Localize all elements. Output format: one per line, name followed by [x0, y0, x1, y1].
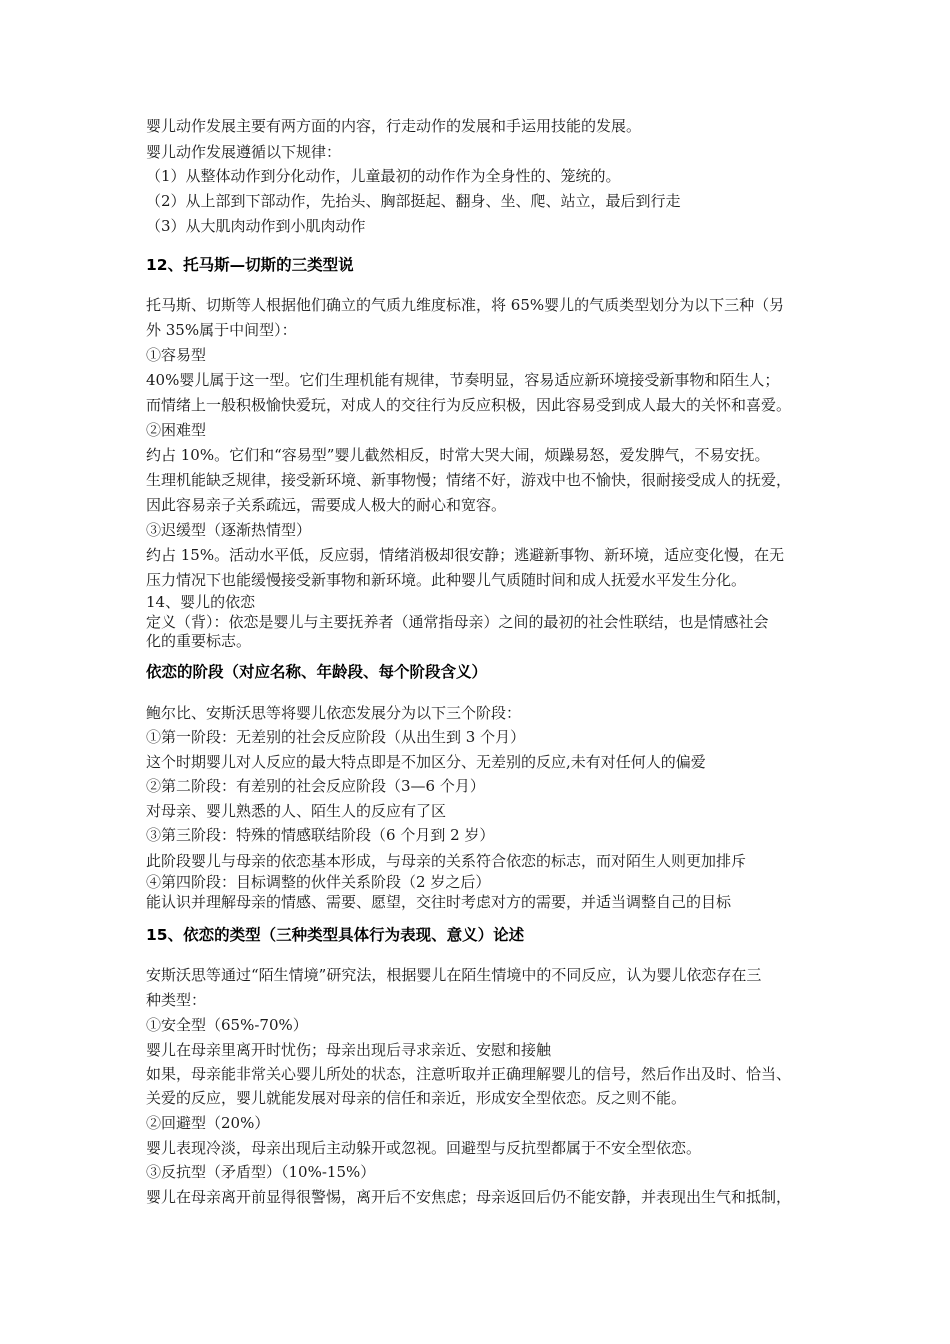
- text-line: ②回避型（20%）: [146, 1114, 270, 1132]
- text-line: 婴儿表现冷淡，母亲出现后主动躲开或忽视。回避型与反抗型都属于不安全型依恋。: [146, 1139, 702, 1157]
- text-line: 因此容易亲子关系疏远，需要成人极大的耐心和宽容。: [146, 496, 507, 514]
- text-line: ①安全型（65%-70%）: [146, 1016, 308, 1034]
- section-heading: 依恋的阶段（对应名称、年龄段、每个阶段含义）: [146, 663, 488, 681]
- text-line: 外 35%属于中间型）：: [146, 321, 297, 339]
- text-line: 40%婴儿属于这一型。它们生理机能有规律，节奏明显，容易适应新环境接受新事物和陌生人；: [146, 371, 780, 389]
- text-line: 安斯沃思等通过“陌生情境”研究法，根据婴儿在陌生情境中的不同反应，认为婴儿依恋存在三: [146, 966, 762, 984]
- text-line: 能认识并理解母亲的情感、需要、愿望，交往时考虑对方的需要，并适当调整自己的目标: [146, 893, 732, 911]
- text-line: 婴儿动作发展遵循以下规律：: [146, 143, 342, 161]
- text-line: ③迟缓型（逐渐热情型）: [146, 521, 312, 539]
- text-line: 此阶段婴儿与母亲的依恋基本形成，与母亲的关系符合依恋的标志，而对陌生人则更加排斥: [146, 852, 747, 870]
- text-line: （2）从上部到下部动作，先抬头、胸部挺起、翻身、坐、爬、站立，最后到行走: [146, 192, 681, 210]
- text-line: ②第二阶段：有差别的社会反应阶段（3—6 个月）: [146, 777, 485, 795]
- text-line: 关爱的反应，婴儿就能发展对母亲的信任和亲近，形成安全型依恋。反之则不能。: [146, 1089, 687, 1107]
- text-line: 这个时期婴儿对人反应的最大特点即是不加区分、无差别的反应,未有对任何人的偏爱: [146, 753, 706, 771]
- text-line: 种类型：: [146, 991, 207, 1009]
- text-line: 化的重要标志。: [146, 632, 252, 650]
- text-line: 而情绪上一般积极愉快爱玩，对成人的交往行为反应积极，因此容易受到成人最大的关怀和喜爱。: [146, 396, 792, 414]
- text-line: ③第三阶段：特殊的情感联结阶段（6 个月到 2 岁）: [146, 826, 495, 844]
- text-line: ②困难型: [146, 421, 207, 439]
- text-line: ①第一阶段：无差别的社会反应阶段（从出生到 3 个月）: [146, 728, 526, 746]
- text-line: 压力情况下也能缓慢接受新事物和新环境。此种婴儿气质随时间和成人抚爱水平发生分化。: [146, 571, 747, 589]
- text-line: 14、婴儿的依恋: [146, 593, 256, 611]
- text-line: 对母亲、婴儿熟悉的人、陌生人的反应有了区: [146, 802, 447, 820]
- text-line: 托马斯、切斯等人根据他们确立的气质九维度标准，将 65%婴儿的气质类型划分为以下三种（另: [146, 296, 785, 314]
- text-line: 婴儿在母亲里离开时忧伤；母亲出现后寻求亲近、安慰和接触: [146, 1041, 552, 1059]
- text-line: 约占 15%。活动水平低，反应弱，情绪消极却很安静；逃避新事物、新环境，适应变化慢，在无: [146, 546, 785, 564]
- text-line: 约占 10%。它们和“容易型”婴儿截然相反，时常大哭大闹，烦躁易怒，爱发脾气，不易安抚。: [146, 446, 770, 464]
- text-line: （1）从整体动作到分化动作，儿童最初的动作作为全身性的、笼统的。: [146, 167, 621, 185]
- text-line: 生理机能缺乏规律，接受新环境、新事物慢；情绪不好，游戏中也不愉快，很耐接受成人的抚爱，: [146, 471, 792, 489]
- text-line: 定义（背）：依恋是婴儿与主要抚养者（通常指母亲）之间的最初的社会性联结，也是情感社会: [146, 613, 769, 631]
- text-line: 如果，母亲能非常关心婴儿所处的状态，注意听取并正确理解婴儿的信号，然后作出及时、恰当、: [146, 1065, 792, 1083]
- text-line: ①容易型: [146, 346, 207, 364]
- text-line: 鲍尔比、安斯沃思等将婴儿依恋发展分为以下三个阶段：: [146, 704, 522, 722]
- text-line: 婴儿动作发展主要有两方面的内容，行走动作的发展和手运用技能的发展。: [146, 117, 642, 135]
- text-line: ③反抗型（矛盾型）（10%-15%）: [146, 1163, 376, 1181]
- text-line: （3）从大肌肉动作到小肌肉动作: [146, 217, 366, 235]
- text-line: 婴儿在母亲离开前显得很警惕，离开后不安焦虑；母亲返回后仍不能安静，并表现出生气和抵制，: [146, 1188, 792, 1206]
- text-line: ④第四阶段：目标调整的伙伴关系阶段（2 岁之后）: [146, 873, 491, 891]
- section-heading: 15、依恋的类型（三种类型具体行为表现、意义）论述: [146, 926, 525, 944]
- section-heading: 12、托马斯—切斯的三类型说: [146, 256, 354, 274]
